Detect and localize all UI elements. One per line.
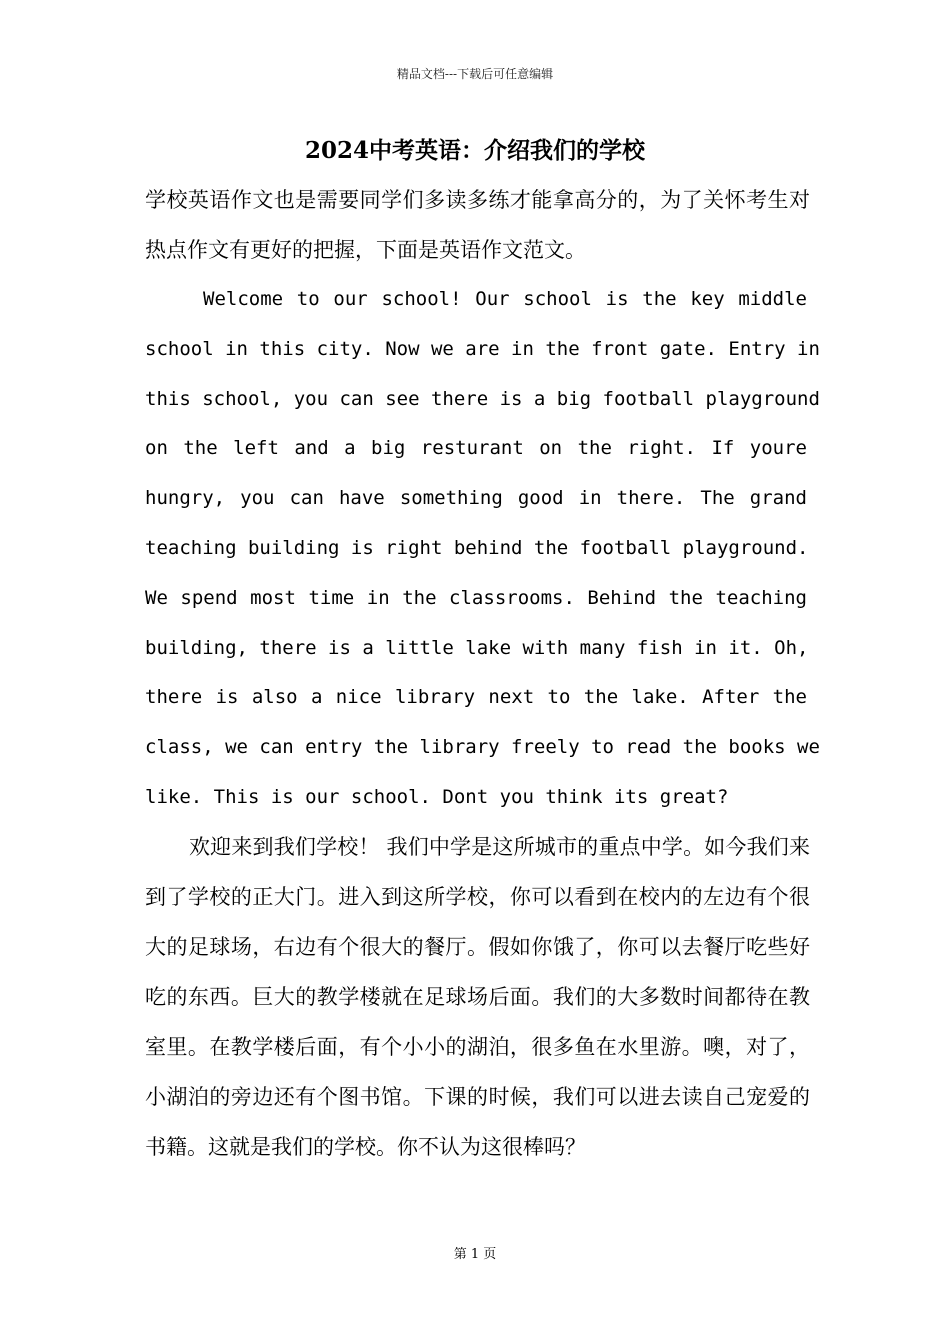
essay-line: teaching building is right behind the football playground. [145,536,809,559]
essay-line: Welcome to our school! Our school is the key middle [203,288,807,310]
essay-line: there is also a nice library next to the lake. After the [145,686,807,709]
intro-paragraph: 学校英语作文也是需要同学们多读多练才能拿高分的，为了关怀考生对热点作文有更好的把握，下面是英语作文范文。 [145,188,810,262]
essay-line: hungry, you can have something good in there. The grand [145,487,807,510]
page-header: 精品文档---下载后可任意编辑 [396,67,554,81]
essay-line: We spend most time in the classrooms. Behind the teaching [145,586,807,609]
essay-line: building, there is a little lake with many fish in it. Oh, [145,636,809,659]
document-title: 2024中考英语：介绍我们的学校 [304,137,645,164]
essay-line: school in this city. Now we are in the front gate. Entry in [145,337,820,360]
essay-line: this school, you can see there is a big football playground [145,387,820,410]
page-number: 第 1 页 [453,1247,497,1262]
english-essay [145,275,820,823]
essay-line: like. This is our school. Dont you think its great? [145,785,729,808]
translation-paragraph: 欢迎来到我们学校！ 我们中学是这所城市的重点中学。如今我们来到了学校的正大门。进入到这所学校，你可以看到在校内的左边有个很大的足球场，右边有个很大的餐厅。假如你饿了，你可以去餐厅吃些好吃的东西。巨大的教学楼就在足球场后面。我们的大多数时间都待在教室里。在教学楼后面，有个小小的湖泊，很多鱼在水里游。噢，对了，小湖泊的旁边还有个图书馆。下课的时候，我们可以进去读自己宠爱的书籍。这就是我们的学校。你不认为这很棒吗？ [145,835,810,1159]
essay-line: class, we can entry the library freely to read the books we [145,736,820,759]
essay-line: on the left and a big resturant on the right. If youre [145,437,807,460]
